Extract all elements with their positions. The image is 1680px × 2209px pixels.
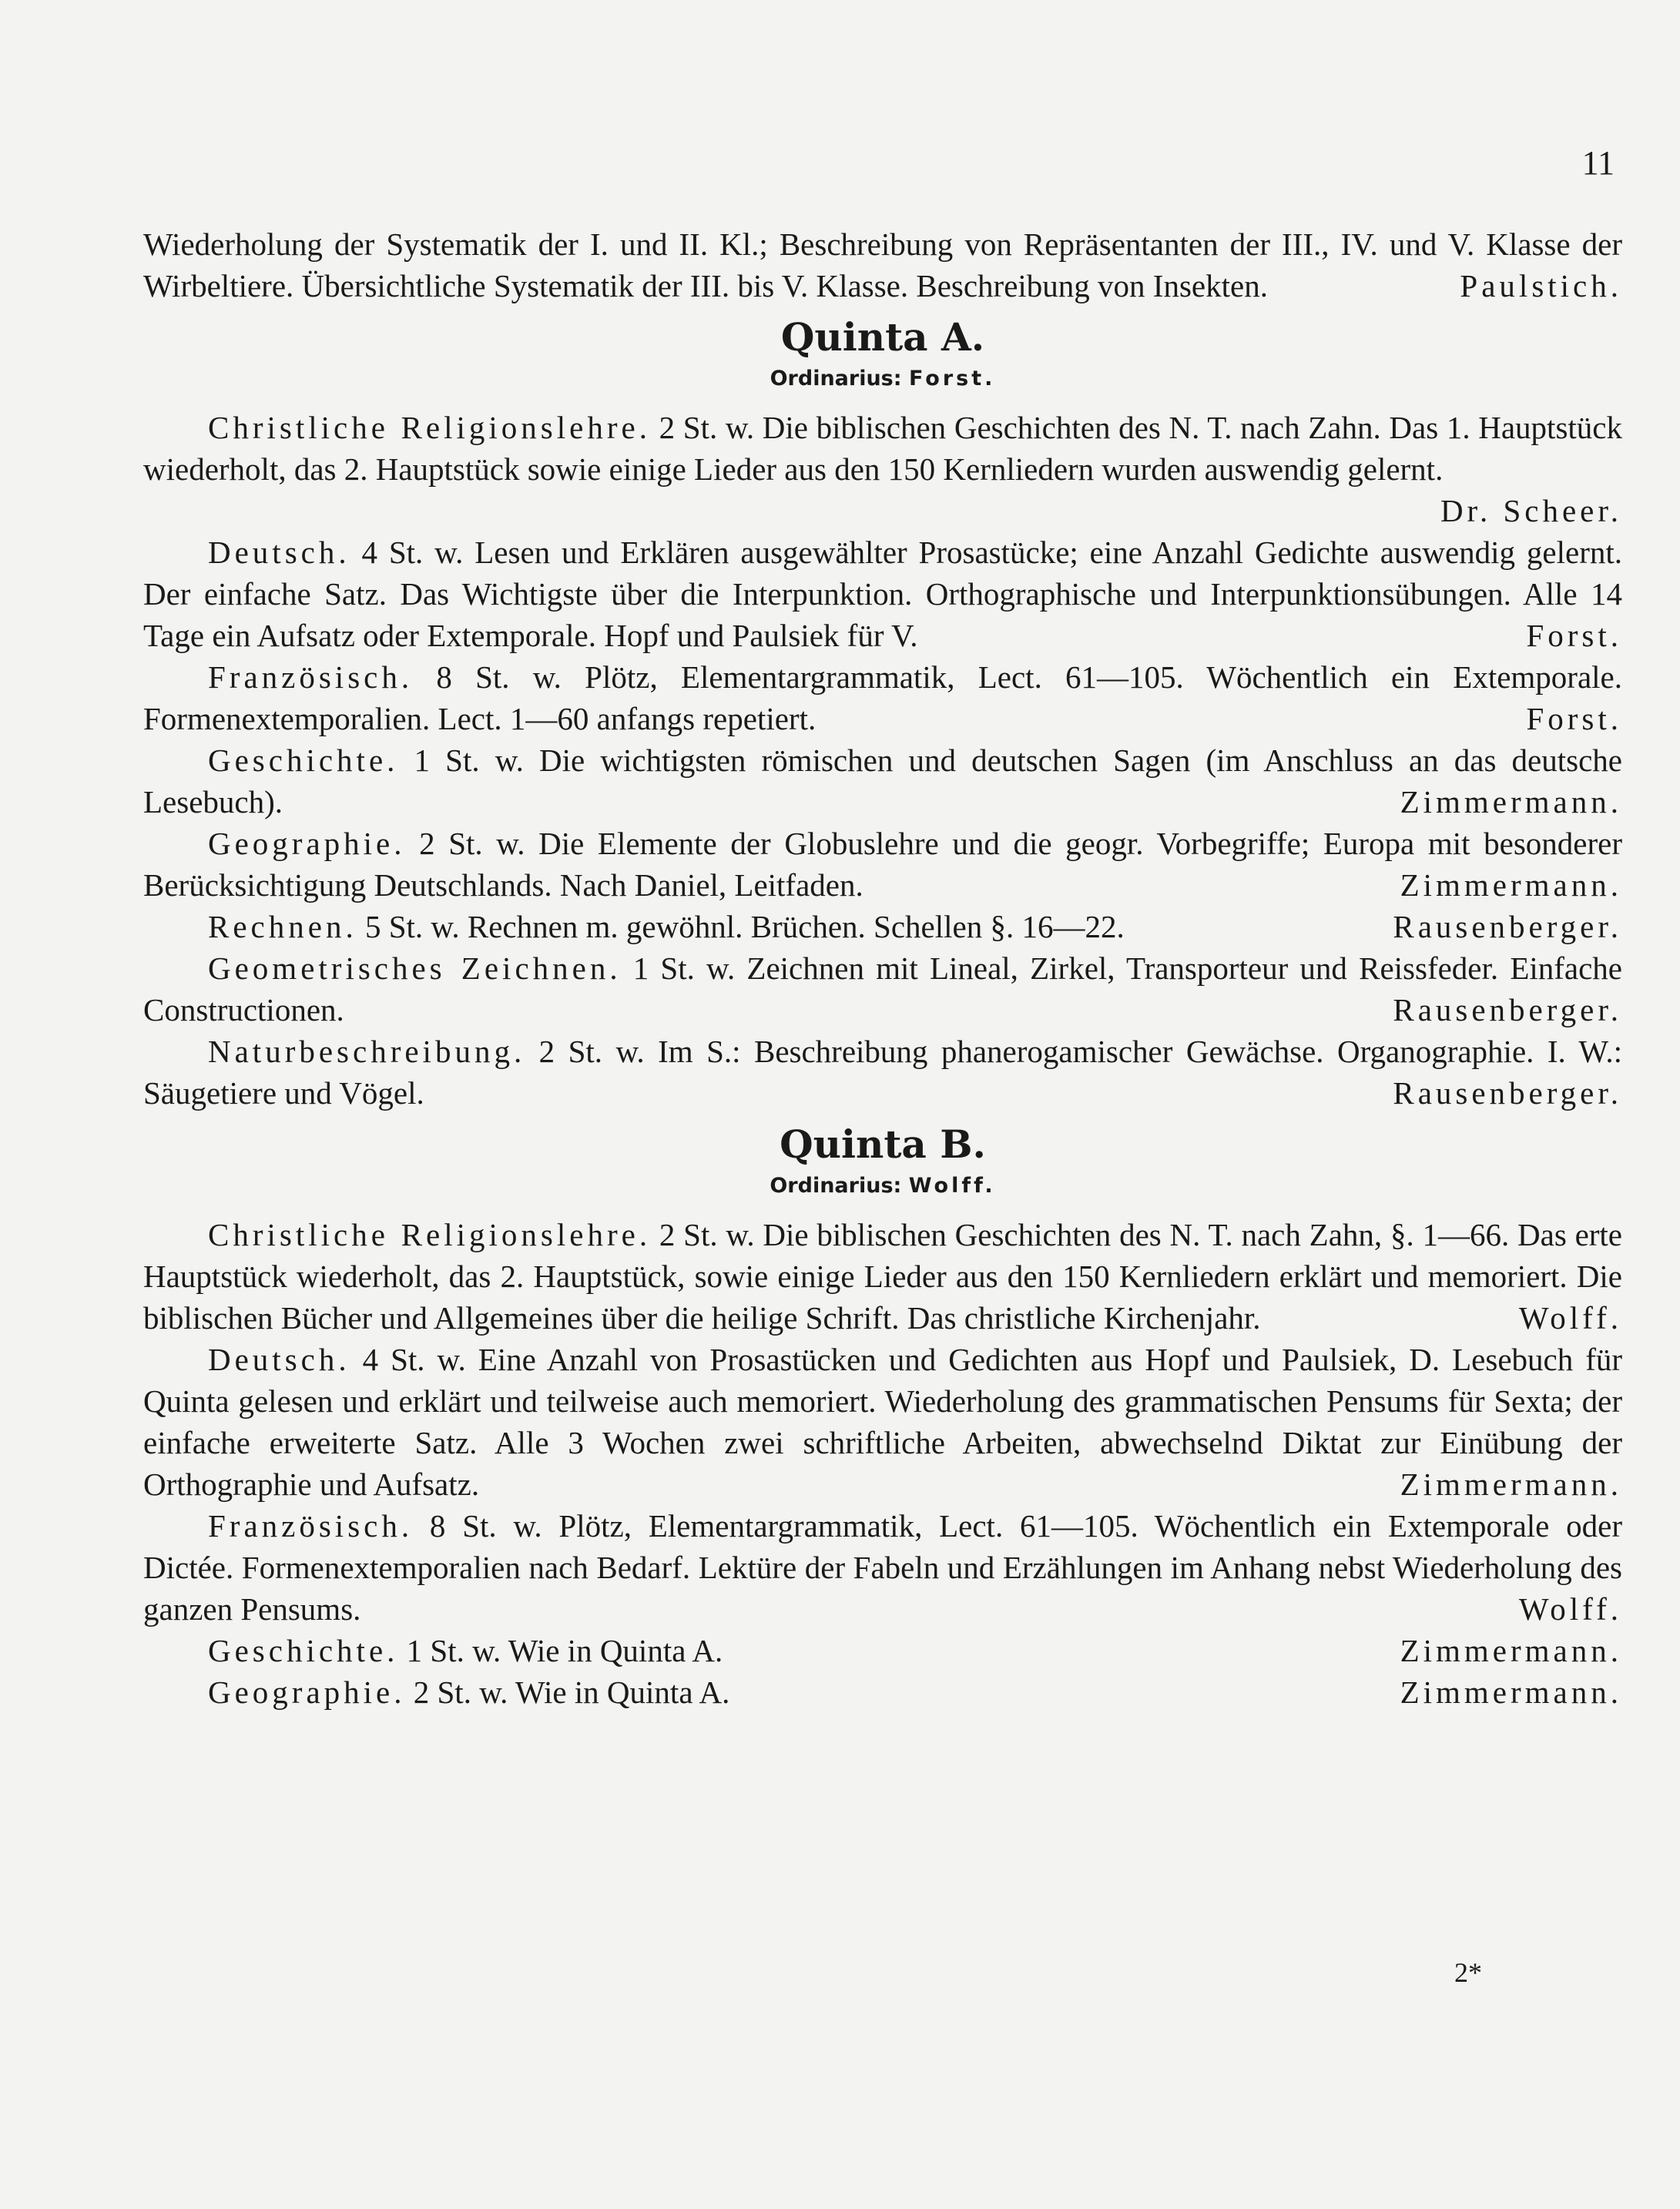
- page-number: 11: [1581, 144, 1615, 182]
- subject-entry: [143, 906, 1622, 947]
- intro-teacher: Paulstich.: [1460, 268, 1622, 303]
- subject-name: Geschichte.: [208, 1633, 399, 1668]
- section-quinta-b: [143, 1120, 1622, 1713]
- subject-teacher: Wolff.: [1518, 1591, 1622, 1627]
- subject-name: Deutsch.: [208, 535, 350, 570]
- subject-text: 1 St. w. Zeichnen mit Lineal, Zirkel, Transporteur und Reissfeder. Einfache Constructionen.: [143, 950, 1622, 1027]
- ordinarius-label: Ordinarius:: [770, 1174, 902, 1198]
- subject-entry: [143, 739, 1622, 823]
- section-title-quinta-b: Quinta B.: [780, 1121, 986, 1167]
- subject-teacher: Dr. Scheer.: [1440, 493, 1622, 528]
- subject-name: Französisch.: [208, 659, 414, 695]
- subject-teacher: Wolff.: [1518, 1300, 1622, 1336]
- subject-text: 1 St. w. Die wichtigsten römischen und deutschen Sagen (im Anschluss an das deutsche Lesebuch).: [143, 742, 1623, 820]
- subject-entry: [143, 947, 1622, 1031]
- subject-text: 8 St. w. Plötz, Elementargrammatik, Lect. 61—105. Wöchentlich ein Extemporale. Formenextemporalien. Lect. 1—60 anfangs repetiert.: [143, 659, 1622, 736]
- subject-name: Rechnen.: [208, 909, 357, 944]
- subject-entry: [143, 1630, 1622, 1671]
- subject-entry: [143, 1671, 1622, 1713]
- section-quinta-a: [143, 313, 1622, 1114]
- subject-text: 2 St. w. Im S.: Beschreibung phanerogamischer Gewächse. Organographie. I. W.: Säugetiere und Vögel.: [143, 1034, 1623, 1111]
- subject-name: Naturbeschreibung.: [208, 1034, 526, 1069]
- subject-text: 2 St. w. Wie in Quinta A.: [413, 1674, 730, 1710]
- subject-entry: [143, 1505, 1622, 1630]
- subject-teacher: Zimmermann.: [1400, 1467, 1622, 1502]
- subject-teacher: Rausenberger.: [1393, 992, 1622, 1027]
- main-text: [143, 223, 1622, 1713]
- subject-text: 8 St. w. Plötz, Elementargrammatik, Lect. 61—105. Wöchentlich ein Extemporale oder Dictée. Formenextemporalien nach Bedarf. Lektüre der Fabeln und Erzählungen im Anhang nebst Wiederholung des ganzen Pensums.: [143, 1508, 1623, 1627]
- ordinarius-label: Ordinarius:: [770, 367, 902, 391]
- ordinarius-quinta-a: [143, 362, 1622, 396]
- subject-name: Geometrisches Zeichnen.: [208, 950, 622, 986]
- ordinarius-quinta-b: [143, 1169, 1622, 1203]
- subject-text: 2 St. w. Die Elemente der Globuslehre und die geogr. Vorbegriffe; Europa mit besonderer Berücksichtigung Deutschlands. Nach Daniel, Leitfaden.: [143, 826, 1622, 903]
- signature-mark: 2*: [1454, 1957, 1482, 1988]
- subject-text: 2 St. w. Die biblischen Geschichten des N. T. nach Zahn, §. 1—66. Das erte Hauptstück wiederholt, das 2. Hauptstück, sowie einige Lieder aus den 150 Kernliedern erklärt und memoriert. Die biblischen Bücher und Allgemeines über die heilige Schrift. Das christliche Kirchenjahr.: [143, 1217, 1623, 1336]
- subject-teacher: Rausenberger.: [1393, 1075, 1622, 1111]
- subject-entry: [143, 1031, 1622, 1114]
- subject-name: Geographie.: [208, 1674, 406, 1710]
- subject-entry: [143, 1214, 1622, 1339]
- subject-teacher: Zimmermann.: [1400, 784, 1622, 820]
- subject-entry: [143, 407, 1622, 531]
- subject-entry: [143, 823, 1622, 906]
- subject-name: Geschichte.: [208, 742, 399, 778]
- subject-teacher: Zimmermann.: [1400, 1633, 1622, 1668]
- ordinarius-name: Wolff.: [908, 1174, 996, 1198]
- subject-text: 4 St. w. Eine Anzahl von Prosastücken und Gedichten aus Hopf und Paulsiek, D. Lesebuch für Quinta gelesen und erklärt und teilweise auch memoriert. Wiederholung des grammatischen Pensums für Sexta; der einfache erweiterte Satz. Alle 3 Wochen zwei schriftliche Arbeiten, abwechselnd Diktat zur Einübung der Orthographie und Aufsatz.: [143, 1342, 1623, 1502]
- subject-entry: [143, 656, 1622, 739]
- subject-teacher: Rausenberger.: [1393, 909, 1622, 944]
- subject-name: Deutsch.: [208, 1342, 350, 1377]
- subject-name: Christliche Religionslehre.: [208, 410, 651, 445]
- subject-text: 5 St. w. Rechnen m. gewöhnl. Brüchen. Schellen §. 16—22.: [364, 909, 1125, 944]
- subject-teacher: Zimmermann.: [1400, 867, 1622, 903]
- subject-text: 4 St. w. Lesen und Erklären ausgewählter Prosastücke; eine Anzahl Gedichte auswendig gelernt. Der einfache Satz. Das Wichtigste über die Interpunktion. Orthographische und Interpunktionsübungen. Alle 14 Tage ein Aufsatz oder Extemporale. Hopf und Paulsiek für V.: [143, 535, 1622, 653]
- subject-text: 2 St. w. Die biblischen Geschichten des N. T. nach Zahn. Das 1. Hauptstück wiederholt, das 2. Hauptstück sowie einige Lieder aus den 150 Kernliedern wurden auswendig gelernt.: [143, 410, 1622, 487]
- subject-teacher: Zimmermann.: [1400, 1674, 1622, 1710]
- subject-teacher: Forst.: [1526, 701, 1622, 736]
- subject-entry: [143, 531, 1622, 656]
- subject-name: Geographie.: [208, 826, 406, 861]
- subject-text: 1 St. w. Wie in Quinta A.: [406, 1633, 723, 1668]
- ordinarius-name: Forst.: [908, 367, 996, 391]
- intro-text: Wiederholung der Systematik der I. und II. Kl.; Beschreibung von Repräsentanten der III., IV. und V. Klasse der Wirbeltiere. Übersichtliche Systematik der III. bis V. Klasse. Beschreibung von Insekten.: [143, 226, 1622, 303]
- subject-name: Französisch.: [208, 1508, 414, 1544]
- intro-paragraph: [143, 223, 1622, 307]
- section-title-quinta-a: Quinta A.: [780, 314, 985, 360]
- subject-name: Christliche Religionslehre.: [208, 1217, 652, 1252]
- subject-entry: [143, 1339, 1622, 1505]
- subject-teacher: Forst.: [1526, 618, 1622, 653]
